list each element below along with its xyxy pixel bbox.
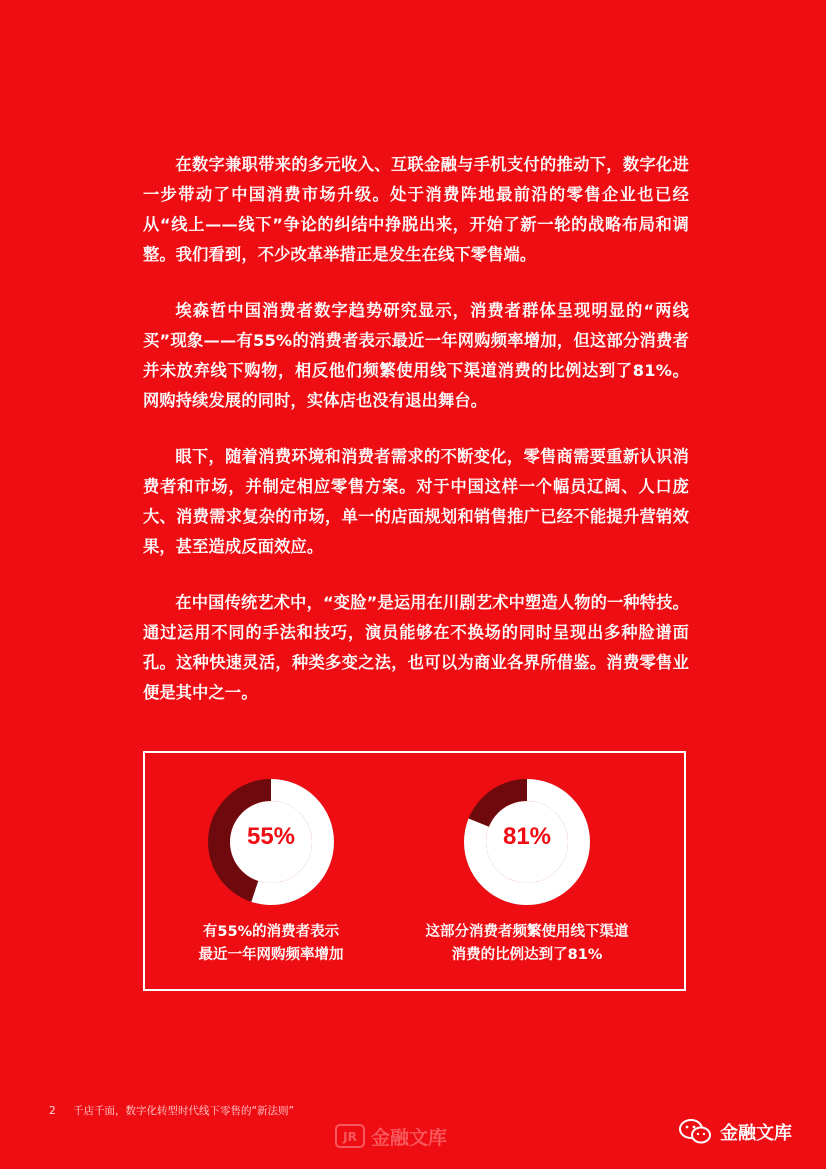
watermark-logo xyxy=(335,1123,447,1150)
article-body xyxy=(143,150,689,734)
logo-mark: JR xyxy=(343,1129,357,1144)
caption-line: 有55%的消费者表示 xyxy=(202,924,340,940)
jr-logo-icon xyxy=(335,1124,365,1150)
caption-line: 这部分消费者频繁使用线下渠道 xyxy=(425,924,629,940)
donut-value: 55% xyxy=(246,823,296,850)
stat-online-frequency xyxy=(146,777,396,967)
running-title: 千店千面，数字化转型时代线下零售的“新法则” xyxy=(73,1105,294,1117)
stat-offline-usage xyxy=(402,777,652,967)
stat-caption xyxy=(146,921,396,967)
caption-line: 消费的比例达到了81% xyxy=(451,947,603,963)
paragraph: 眼下，随着消费环境和消费者需求的不断变化，零售商需要重新认识消费者和市场，并制定相应零售方案。对于中国这样一个幅员辽阔、人口庞大、消费需求复杂的市场，单一的店面规划和销售推广已经不能提升营销效果，甚至造成反面效应。 xyxy=(143,447,689,556)
stat-caption xyxy=(402,921,652,967)
wechat-account-badge xyxy=(678,1118,792,1146)
paragraph: 在中国传统艺术中，“变脸”是运用在川剧艺术中塑造人物的一种特技。通过运用不同的手法和技巧，演员能够在不换场的同时呈现出多种脸谱面孔。这种快速灵活，种类多变之法，也可以为商业各界所借鉴。消费零售业便是其中之一。 xyxy=(143,593,689,702)
page-number: 2 xyxy=(49,1105,56,1117)
stats-box xyxy=(143,751,686,991)
paragraph: 在数字兼职带来的多元收入、互联金融与手机支付的推动下，数字化进一步带动了中国消费市场升级。处于消费阵地最前沿的零售企业也已经从“线上——线下”争论的纠结中挣脱出来，开始了新一轮的战略布局和调整。我们看到，不少改革举措正是发生在线下零售端。 xyxy=(143,155,689,264)
caption-line: 最近一年网购频率增加 xyxy=(198,947,344,963)
page-footer xyxy=(49,1103,294,1118)
wechat-account-name: 金融文库 xyxy=(720,1123,792,1144)
donut-value: 81% xyxy=(502,823,552,850)
wechat-icon xyxy=(678,1118,712,1146)
paragraph: 埃森哲中国消费者数字趋势研究显示，消费者群体呈现明显的“两线买”现象——有55%的消费者表示最近一年网购频率增加，但这部分消费者并未放弃线下购物，相反他们频繁使用线下渠道消费的比例达到了81%。网购持续发展的同时，实体店也没有退出舞台。 xyxy=(143,301,689,410)
watermark-text: 金融文库 xyxy=(371,1127,448,1149)
